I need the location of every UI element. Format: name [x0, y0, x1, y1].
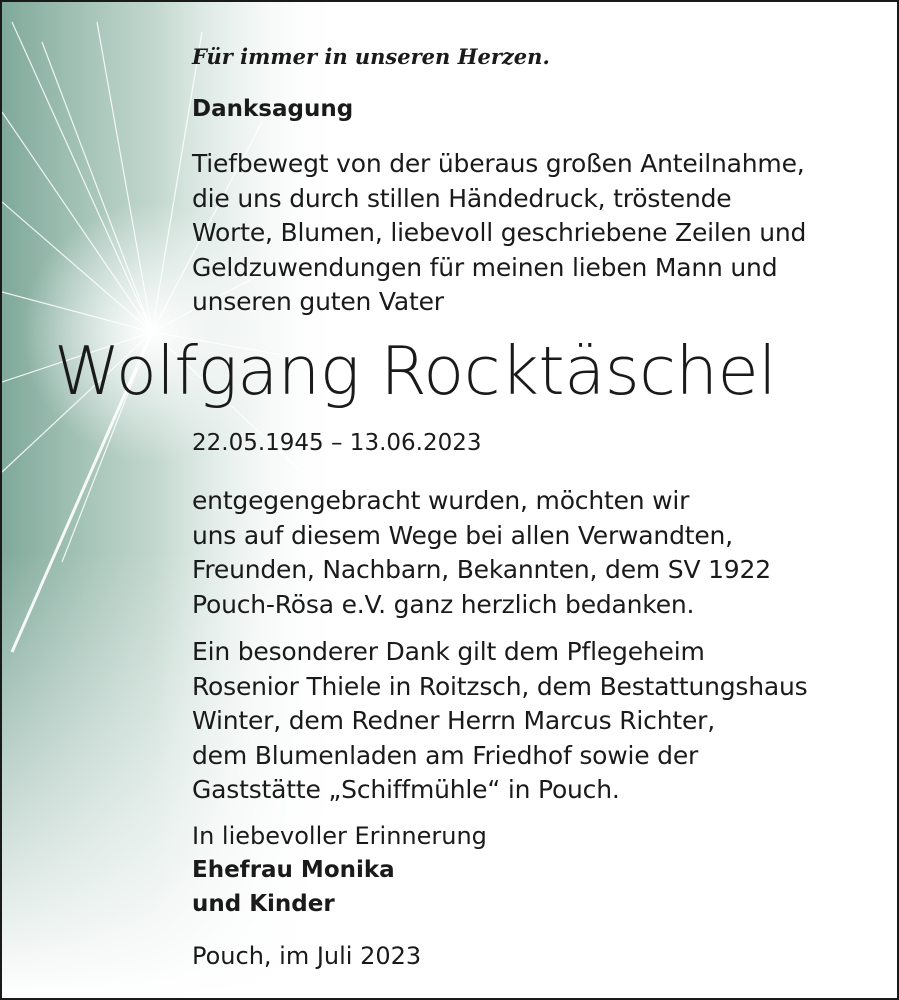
motto: Für immer in unseren Herzen. [192, 44, 550, 69]
text-line: Ein besonderer Dank gilt dem Pflegeheim [192, 637, 705, 666]
text-line: die uns durch stillen Händedruck, tröstende [192, 183, 732, 213]
obituary-content [2, 2, 897, 998]
text-line: dem Blumenladen am Friedhof sowie der [192, 740, 699, 770]
heading: Danksagung [192, 96, 354, 122]
text-line: unseren guten Vater [192, 287, 444, 316]
text-line: Freunden, Nachbarn, Bekannten, dem SV 1922 [192, 555, 771, 584]
text-line: Worte, Blumen, liebevoll geschriebene Zeilen und [192, 218, 807, 247]
text-line: Gaststätte „Schiffmühle“ in Pouch. [192, 775, 620, 804]
closing-line: In liebevoller Erinnerung [192, 822, 487, 850]
text-line: Winter, dem Redner Herrn Marcus Richter, [192, 706, 715, 735]
deceased-name: Wolfgang Rocktäschel [54, 332, 777, 410]
paragraph-besonderer-dank [192, 635, 808, 808]
signature-line: und Kinder [192, 891, 335, 917]
signature-line: Ehefrau Monika [192, 857, 395, 883]
place-date: Pouch, im Juli 2023 [192, 942, 422, 970]
text-line: Pouch-Rösa e.V. ganz herzlich bedanken. [192, 589, 695, 619]
paragraph-anteilnahme [192, 147, 806, 320]
life-dates: 22.05.1945 – 13.06.2023 [192, 430, 482, 456]
paragraph-dank [192, 484, 771, 622]
text-line: Geldzuwendungen für meinen lieben Mann und [192, 252, 778, 282]
text-line: uns auf diesem Wege bei allen Verwandten, [192, 520, 733, 550]
text-line: Rosenior Thiele in Roitzsch, dem Bestattungshaus [192, 671, 808, 701]
text-line: Tiefbewegt von der überaus großen Anteilnahme, [192, 149, 805, 178]
text-line: entgegengebracht wurden, möchten wir [192, 486, 690, 515]
